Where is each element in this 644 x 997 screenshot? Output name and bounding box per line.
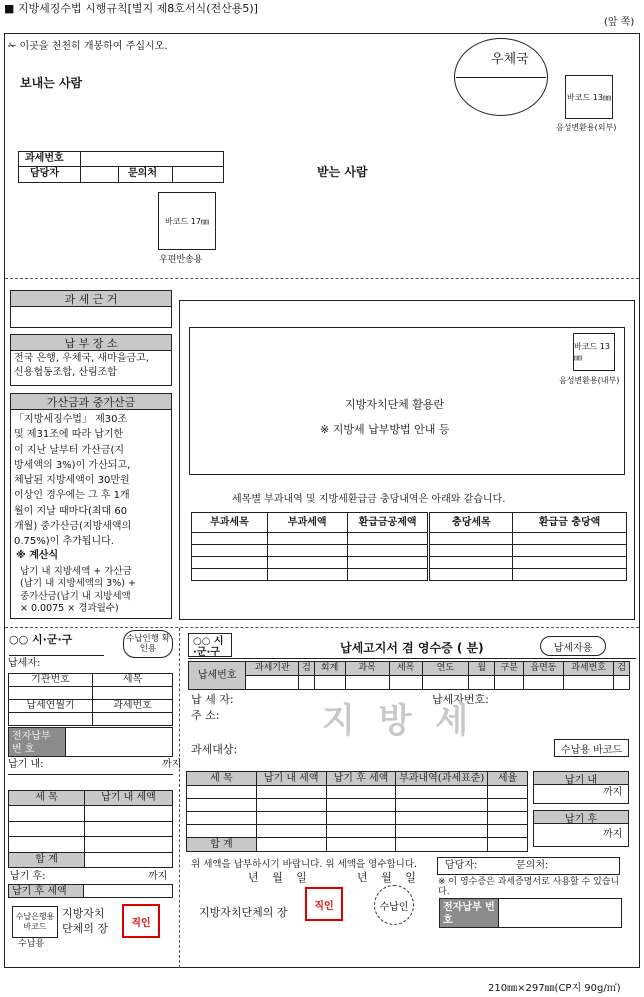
refund-col-apply-amount: 환급금 충당액: [513, 513, 627, 533]
penalty-title: 가산금과 중가산금: [10, 393, 172, 410]
inquiry-label: 문의처: [128, 168, 157, 179]
place-line-2: 신용협동조합, 산림조합: [14, 367, 117, 378]
receipt-due-in: 납기 내: [533, 771, 629, 785]
form-title: ■ 지방세징수법 시행규칙[별지 제8호서식(전산용5)]: [4, 2, 258, 15]
fold-line-1: [5, 278, 639, 279]
receipt-e-payment: 전자납부 번 호: [439, 898, 499, 928]
calc-text: 납기 내 지방세액 + 가산금 (납기 내 지방세액의 3%) + 중가산금(납기 내 지방세액 × 0.0075 × 경과월수): [20, 566, 136, 614]
post-office-label: 우체국: [491, 52, 529, 67]
refund-notice: 세목별 부과내역 및 지방세환급금 충당내역은 아래와 같습니다.: [232, 494, 506, 505]
receipt-request: 위 세액을 납부하시기 바랍니다. 위 세액을 영수합니다.: [191, 859, 418, 870]
stub-payer-label: 납세자:: [8, 658, 41, 669]
receipt-date-1: 년 월 일: [248, 871, 307, 884]
code-col-account: 회계: [314, 662, 345, 676]
code-col-year: 연도: [422, 662, 468, 676]
refund-col-deduct: 환급금공제액: [347, 513, 429, 533]
basis-title: 과 세 근 거: [10, 290, 172, 307]
refund-col-apply-item: 충당세목: [429, 513, 513, 533]
stub-tax-number: 과세번호: [93, 700, 173, 713]
sender-label: 보내는 사람: [20, 76, 83, 90]
stub-due-in-won: 까지: [162, 759, 182, 770]
stub-total: 합 계: [9, 852, 85, 867]
receipt-title: 납세고지서 겸 영수증 ( 분): [340, 641, 484, 655]
code-col-month: 월: [468, 662, 494, 676]
receipt-stamp: 수납인: [374, 885, 414, 925]
receipt-inquiry: 문의처:: [516, 860, 549, 871]
code-col-check2: 검: [614, 662, 630, 676]
receipt-payer-no: 납세자번호:: [432, 693, 489, 706]
receipt-barcode: 수납용 바코드: [554, 739, 629, 757]
barcode-17-caption: 우편반송용: [159, 255, 203, 265]
penalty-text: 「지방세징수법」 제30조 및 제31조에 따라 납기한 이 지난 날부터 가산금(지 방세액의 3%)이 가산되고, 체납된 지방세액이 30만원 이상인 경우에는 그 후 1개 월이 지날 때마다(최대 60 개월) 중가산금(지방세액의 0.75%)이 추가됩니다.: [14, 414, 132, 548]
code-col-type: 구분: [495, 662, 524, 676]
code-col-subject: 과목: [345, 662, 389, 676]
receipt-due-in-until: 까지: [603, 787, 623, 798]
receipt-date-2: 년 월 일: [357, 871, 416, 884]
refund-table: [191, 512, 627, 581]
stub-due-in: 납기 내:: [8, 759, 44, 770]
stub-gov-head: 지방자치 단체의 장: [62, 907, 109, 935]
calc-title: ※ 계산식: [16, 550, 59, 561]
stub-due-after-amount: 납기 후 세액: [8, 884, 84, 898]
basis-box: [10, 306, 172, 328]
receipt-sigungu: ○○ 시·군·구: [188, 633, 232, 657]
manager-label: 담당자: [30, 168, 59, 179]
barcode-13-inner-caption: 음성변환용(내부): [559, 376, 620, 385]
stub-sigungu: ○○ 시·군·구: [9, 633, 73, 646]
stub-code-table: [8, 673, 173, 726]
receipt-payer: 납 세 자:: [191, 693, 234, 706]
page-side: (앞 쪽): [604, 17, 635, 28]
stub-tax-table: [8, 790, 173, 868]
receipt-due-after: 납기 후: [533, 810, 629, 824]
stub-stamp-label: 수납인행 확인용: [123, 630, 173, 658]
receipt-manager: 담당자:: [445, 860, 478, 871]
receipt-col-due-after: 납기 후 세액: [326, 772, 396, 786]
guide-label: ※ 지방세 납부방법 안내 등: [320, 423, 450, 436]
stub-item: 세목: [93, 674, 173, 687]
tax-no-label: 과세번호: [25, 153, 64, 164]
place-line-1: 전국 은행, 우체국, 새마을금고,: [14, 353, 149, 364]
receipt-due-after-until: 까지: [603, 829, 623, 840]
receipt-seal: 직인: [305, 887, 343, 921]
barcode-17: 바코드 17㎜: [158, 192, 216, 250]
stub-due-after-won: 까지: [148, 871, 168, 882]
receipt-address: 주 소:: [191, 709, 220, 722]
code-col-item: 세목: [389, 662, 422, 676]
barcode-13-inner: 바코드 13㎜: [573, 333, 615, 371]
stub-due-after: 납기 후:: [10, 871, 46, 882]
refund-col-amount: 부과세액: [267, 513, 347, 533]
receipt-note: ※ 이 영수증은 과세증명서로 사용할 수 있습니다.: [438, 877, 620, 897]
open-notice: ✁ 이곳을 천천히 개봉하여 주십시오.: [8, 41, 168, 52]
receipt-object: 과세대상:: [191, 743, 238, 756]
recipient-label: 받는 사람: [317, 165, 368, 179]
paper-size: 210㎜×297㎜(CP지 90g/㎡): [488, 983, 621, 994]
refund-col-item: 부과세목: [192, 513, 268, 533]
usage-label: 지방자치단체 활용란: [345, 398, 445, 411]
receipt-col-due-in: 납기 내 세액: [256, 772, 326, 786]
receipt-col-item: 세 목: [187, 772, 257, 786]
stub-e-payment: 전자납부 번 호: [8, 727, 66, 757]
stub-due-in-amount: 납기 내 세액: [85, 791, 173, 806]
receipt-big-text: 지 방 세: [322, 701, 469, 741]
stub-barcode: 수납은행용 바코드: [12, 906, 58, 938]
receipt-tax-no-label: 납세번호: [189, 662, 246, 690]
code-col-check1: 검: [299, 662, 314, 676]
receipt-code-table: [188, 661, 630, 690]
stub-tax-year-month: 납세연월기: [9, 700, 93, 713]
code-col-taxno: 과세번호: [563, 662, 614, 676]
receipt-total: 합 계: [187, 838, 257, 852]
receipt-gov-head: 지방자치단체의 장: [199, 906, 288, 919]
stub-cut-line: [179, 628, 180, 968]
place-title: 납 부 장 소: [10, 334, 172, 351]
stub-tax-item: 세 목: [9, 791, 85, 806]
receipt-col-rate: 세율: [488, 772, 528, 786]
code-col-dong: 읍면동: [524, 662, 564, 676]
stub-receipt-use: 수납용: [18, 939, 45, 949]
barcode-13-outer-caption: 음성변환용(외부): [556, 123, 617, 132]
stub-org-code: 기관번호: [9, 674, 93, 687]
stub-seal: 직인: [122, 904, 160, 938]
fold-line-2: [5, 627, 639, 628]
code-col-org: 과세기관: [246, 662, 299, 676]
receipt-tax-table: [186, 771, 528, 852]
receipt-payer-use: 납세자용: [540, 636, 606, 656]
receipt-col-detail: 부과내역(과세표준): [396, 772, 488, 786]
barcode-13-outer: 바코드 13㎜: [565, 75, 613, 119]
